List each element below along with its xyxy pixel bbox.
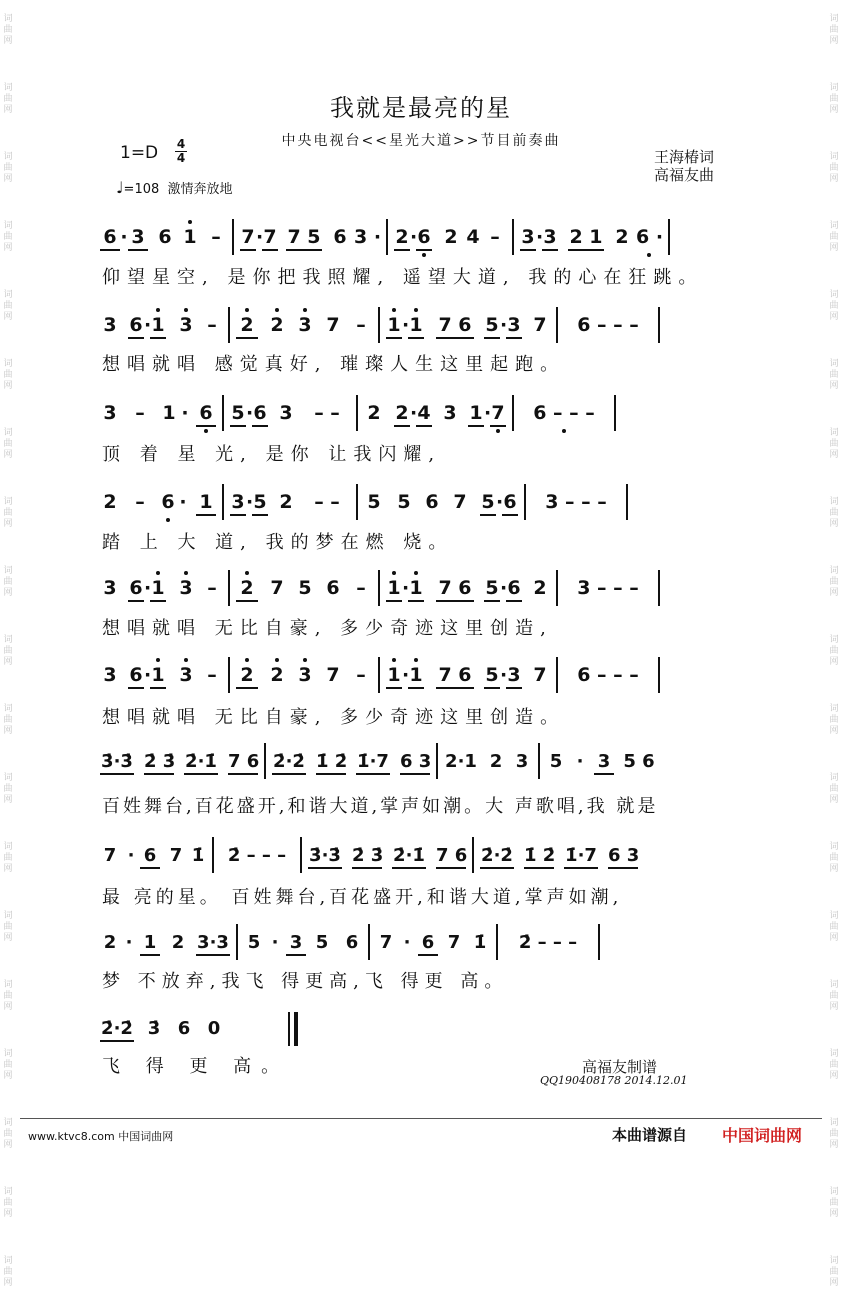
lyrics-line: 顶 着 星 光, 是你 让我闪耀, bbox=[102, 444, 442, 465]
watermark-text: 词 曲 网 bbox=[829, 704, 839, 736]
watermark-text: 词 曲 网 bbox=[3, 566, 13, 598]
watermark-text: 词 曲 网 bbox=[3, 14, 13, 46]
tempo-expression: 激情奔放地 bbox=[167, 182, 233, 197]
notation-line: 3 6 · 1 3 – 2 2 3 7 – 1 · 1 7 6 5 · 3 7 6 – – – bbox=[100, 655, 666, 695]
time-signature-bottom: 4 bbox=[176, 151, 186, 165]
notation-line: 2 – 6 · 1 3 · 5 2 – – 5 5 6 7 5 · 6 3 – – – bbox=[100, 482, 634, 522]
time-signature bbox=[174, 138, 188, 165]
watermark-text: 词 曲 网 bbox=[3, 842, 13, 874]
transcriber-contact: QQ190408178 2014.12.01 bbox=[540, 1074, 688, 1087]
footer-site-link[interactable]: www.ktvc8.com 中国词曲网 bbox=[28, 1130, 174, 1143]
watermark-text: 词 曲 网 bbox=[3, 1049, 13, 1081]
lyrics-line: 踏 上 大 道, 我的梦在燃 烧。 bbox=[102, 532, 454, 553]
watermark-text: 词 曲 网 bbox=[3, 152, 13, 184]
watermark-text: 词 曲 网 bbox=[829, 980, 839, 1012]
watermark-text: 词 曲 网 bbox=[829, 428, 839, 460]
notation-line: 3 6 · 1 3 – 2 7 5 6 – 1 · 1 7 6 5 · 6 2 3 – – – bbox=[100, 568, 666, 608]
tempo-bpm: =108 bbox=[123, 182, 160, 197]
song-title: 我就是最亮的星 bbox=[330, 94, 512, 122]
watermark-text: 词 曲 网 bbox=[829, 842, 839, 874]
lyrics-line: 飞 得 更 高。 bbox=[102, 1056, 290, 1077]
watermark-text: 词 曲 网 bbox=[3, 704, 13, 736]
key-signature: 1=D bbox=[120, 143, 159, 163]
footer-source-label: 本曲谱源自 bbox=[612, 1126, 688, 1144]
watermark-text: 词 曲 网 bbox=[3, 497, 13, 529]
watermark-text: 词 曲 网 bbox=[3, 773, 13, 805]
watermark-text: 词 曲 网 bbox=[829, 290, 839, 322]
notation-line: 3̇·3̇ 2̇ 3̇ 2̇·1̇ 7 6 2̇·2̇ 1̇ 2̇ 1̇·7 6 3 2·1 2 3 5 · 3 5 6 bbox=[100, 741, 656, 781]
watermark-text: 词 曲 网 bbox=[829, 152, 839, 184]
notation-line: 2 · 1 2 3·3 5 · 3 5 6 7 · 6 7 1̇ 2̇ – – – bbox=[100, 922, 606, 962]
watermark-text: 词 曲 网 bbox=[829, 1118, 839, 1150]
watermark-text: 词 曲 网 bbox=[829, 83, 839, 115]
lyrics-line: 梦 不放弃,我飞 得更高,飞 得更 高。 bbox=[102, 971, 509, 992]
watermark-text: 词 曲 网 bbox=[829, 911, 839, 943]
watermark-left bbox=[0, 0, 16, 1288]
watermark-text: 词 曲 网 bbox=[829, 497, 839, 529]
watermark-right bbox=[826, 0, 842, 1288]
lyrics-line: 仰望星空, 是你把我照耀, 遥望大道, 我的心在狂跳。 bbox=[102, 267, 704, 288]
watermark-text: 词 曲 网 bbox=[829, 359, 839, 391]
watermark-text: 词 曲 网 bbox=[3, 1256, 13, 1288]
notation-line: 2̇·2̇ 3̇ 6 0 bbox=[100, 1008, 224, 1048]
lyrics-line: 想唱就唱 感觉真好, 璀璨人生这里起跑。 bbox=[102, 354, 566, 375]
watermark-text: 词 曲 网 bbox=[3, 83, 13, 115]
lyricist-credit: 王海椿词 bbox=[654, 148, 715, 166]
song-subtitle: 中央电视台<<星光大道>>节目前奏曲 bbox=[281, 133, 561, 149]
watermark-text: 词 曲 网 bbox=[3, 221, 13, 253]
lyrics-line: 想唱就唱 无比自豪, 多少奇迹这里创造, bbox=[102, 618, 553, 639]
watermark-text: 词 曲 网 bbox=[3, 428, 13, 460]
watermark-text: 词 曲 网 bbox=[3, 635, 13, 667]
watermark-text: 词 曲 网 bbox=[829, 1187, 839, 1219]
final-barline-thick bbox=[294, 1012, 298, 1046]
lyrics-line: 最 亮的星。 百姓舞台,百花盛开,和谐大道,掌声如潮, bbox=[102, 887, 623, 908]
tempo-marking bbox=[116, 178, 233, 197]
watermark-text: 词 曲 网 bbox=[3, 980, 13, 1012]
watermark-text: 词 曲 网 bbox=[829, 1256, 839, 1288]
footer-divider bbox=[20, 1118, 822, 1119]
watermark-text: 词 曲 网 bbox=[829, 773, 839, 805]
lyrics-line: 想唱就唱 无比自豪, 多少奇迹这里创造。 bbox=[102, 707, 566, 728]
quarter-note-icon: ♩ bbox=[116, 178, 124, 197]
watermark-text: 词 曲 网 bbox=[3, 1118, 13, 1150]
notation-line: 3 6 · 1 3 – 2 2 3 7 – 1 · 1 7 6 5 · 3 7 6 – – – bbox=[100, 305, 666, 345]
notation-line: 7 · 6 7 1̇ 2̇ – – – 3̇·3̇ 2̇ 3̇ 2̇·1̇ 7 6 2̇·2̇ 1̇ 2̇ 1̇·7 6 3 bbox=[100, 835, 638, 875]
watermark-text: 词 曲 网 bbox=[3, 1187, 13, 1219]
watermark-text: 词 曲 网 bbox=[829, 566, 839, 598]
footer-brand[interactable]: 中国词曲网 bbox=[722, 1126, 803, 1145]
final-barline-thin bbox=[288, 1012, 290, 1046]
notation-line: 6 · 3 6 1 – 7 · 7 7 5 6 3 · 2 · 6 2 4 – 3 · 3 2 1 2 6 · bbox=[100, 217, 676, 257]
watermark-text: 词 曲 网 bbox=[829, 1049, 839, 1081]
watermark-text: 词 曲 网 bbox=[829, 635, 839, 667]
time-signature-top: 4 bbox=[176, 137, 186, 151]
watermark-text: 词 曲 网 bbox=[829, 221, 839, 253]
watermark-text: 词 曲 网 bbox=[3, 290, 13, 322]
watermark-text: 词 曲 网 bbox=[829, 14, 839, 46]
watermark-text: 词 曲 网 bbox=[3, 911, 13, 943]
transcriber-credit: 高福友制谱 bbox=[582, 1058, 658, 1076]
watermark-text: 词 曲 网 bbox=[3, 359, 13, 391]
notation-line: 3 – 1 · 6 5 · 6 3 – – 2 2 · 4 3 1 · 7 6 – – – bbox=[100, 393, 622, 433]
composer-credit: 高福友曲 bbox=[654, 166, 715, 184]
lyrics-line: 百姓舞台,百花盛开,和谐大道,掌声如潮。大 声歌唱,我 就是 bbox=[102, 796, 659, 817]
